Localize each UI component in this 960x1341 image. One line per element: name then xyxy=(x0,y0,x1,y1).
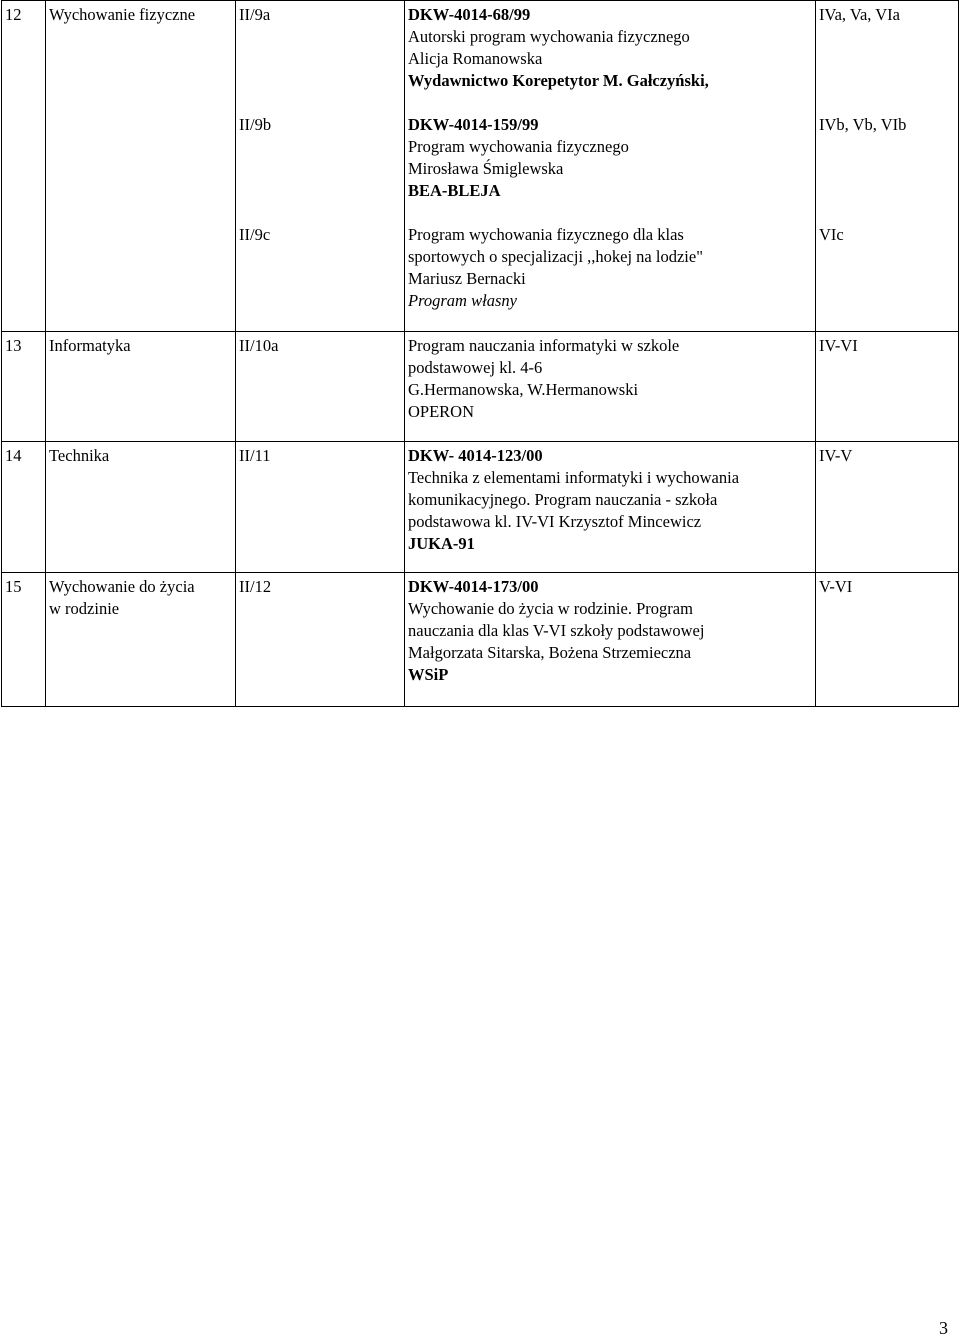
program-publisher: Program własny xyxy=(408,290,517,310)
program-author: Mariusz Bernacki xyxy=(408,268,526,288)
program-publisher: Wydawnictwo Korepetytor M. Gałczyński, xyxy=(408,71,709,90)
program-title-cont: nauczania dla klas V-VI szkoły podstawowej xyxy=(408,621,705,640)
program-publisher: OPERON xyxy=(408,402,475,421)
program-author: Mirosława Śmiglewska xyxy=(408,158,564,178)
program-title: Program wychowania fizycznego dla klas xyxy=(408,224,684,244)
program-title: Wychowanie do życia w rodzinie. Program xyxy=(408,599,693,618)
program-description xyxy=(405,442,816,573)
program-code: II/9a xyxy=(236,1,405,111)
program-code: II/9c xyxy=(236,221,405,332)
program-code: II/10a xyxy=(236,332,405,442)
program-number: DKW-4014-159/99 xyxy=(408,114,539,134)
program-number: DKW-4014-173/00 xyxy=(408,577,539,596)
program-title-cont: podstawowej kl. 4-6 xyxy=(408,358,543,377)
program-title-cont: sportowych o specjalizacji ,,hokej na lodzie" xyxy=(408,246,703,266)
class-range: V-VI xyxy=(816,573,959,707)
program-title: Program nauczania informatyki w szkole xyxy=(408,336,680,355)
program-author: Alicja Romanowska xyxy=(408,49,543,68)
program-publisher: WSiP xyxy=(408,665,449,684)
program-title: Program wychowania fizycznego xyxy=(408,136,629,156)
class-range: IV-VI xyxy=(816,332,959,442)
program-code: II/11 xyxy=(236,442,405,573)
table-row xyxy=(2,221,959,332)
table-row xyxy=(2,573,959,707)
program-description xyxy=(405,1,816,111)
class-range: IVa, Va, VIa xyxy=(816,1,959,111)
subject-name: Wychowanie do życia w rodzinie xyxy=(46,573,236,707)
table-row xyxy=(2,111,959,221)
program-code: II/12 xyxy=(236,573,405,707)
page-number: 3 xyxy=(939,1318,948,1338)
program-author: Małgorzata Sitarska, Bożena Strzemieczna xyxy=(408,643,692,662)
program-code: II/9b xyxy=(236,111,405,221)
subject-name: Technika xyxy=(46,442,236,573)
program-title-cont: komunikacyjnego. Program nauczania - szkoła xyxy=(408,490,718,509)
program-number: DKW- 4014-123/00 xyxy=(408,446,543,465)
program-publisher: JUKA-91 xyxy=(408,534,475,553)
subject-name: Informatyka xyxy=(46,332,236,442)
class-range: IV-V xyxy=(816,442,959,573)
row-number: 13 xyxy=(2,332,46,442)
program-description xyxy=(405,332,816,442)
row-number: 14 xyxy=(2,442,46,573)
subject-name: Wychowanie fizyczne xyxy=(46,1,236,111)
program-number: DKW-4014-68/99 xyxy=(408,5,531,24)
program-description xyxy=(405,111,816,221)
row-number: 15 xyxy=(2,573,46,707)
program-title: Autorski program wychowania fizycznego xyxy=(408,27,690,46)
class-range: VIc xyxy=(816,221,959,332)
program-title: Technika z elementami informatyki i wychowania xyxy=(408,468,740,487)
program-author: podstawowa kl. IV-VI Krzysztof Mincewicz xyxy=(408,512,702,531)
table-row xyxy=(2,442,959,573)
program-publisher: BEA-BLEJA xyxy=(408,180,501,200)
row-number: 12 xyxy=(2,1,46,111)
class-range: IVb, Vb, VIb xyxy=(816,111,959,221)
program-author: G.Hermanowska, W.Hermanowski xyxy=(408,380,639,399)
curriculum-table xyxy=(1,0,959,707)
table-row xyxy=(2,1,959,111)
program-description xyxy=(405,221,816,332)
table-row xyxy=(2,332,959,442)
program-description xyxy=(405,573,816,707)
